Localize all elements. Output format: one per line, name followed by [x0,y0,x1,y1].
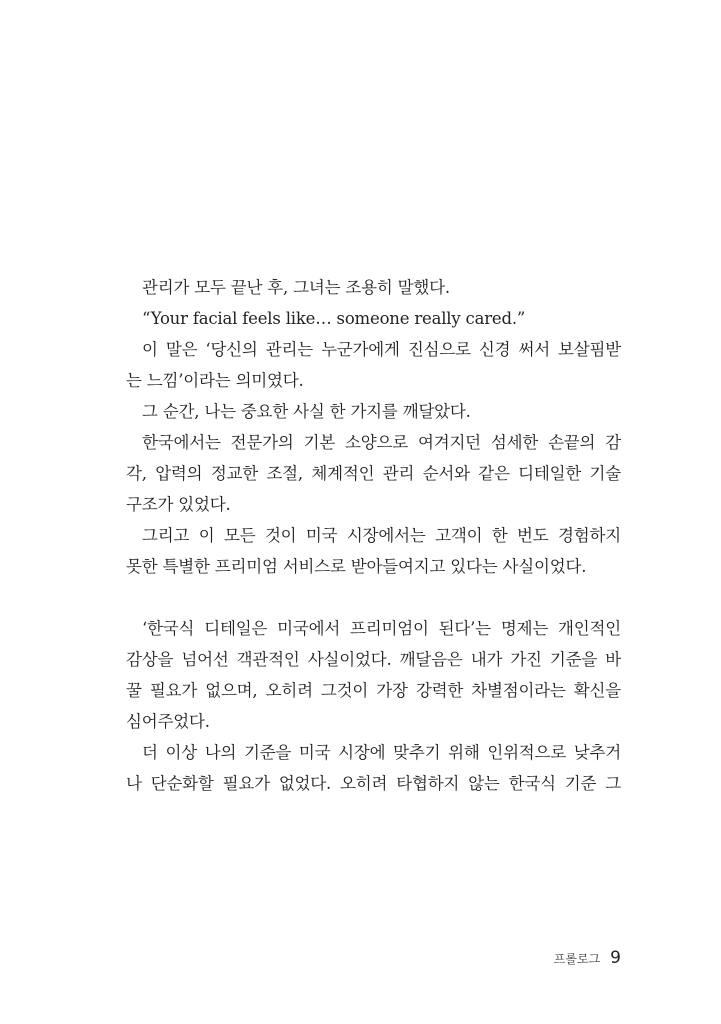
text-line: 더 이상 나의 기준을 미국 시장에 맞추기 위해 인위적으로 낮추거 [142,743,621,762]
page-footer [554,948,621,968]
text-line: 구조가 있었다. [126,495,231,514]
text-line: 못한 특별한 프리미엄 서비스로 받아들여지고 있다는 사실이었다. [126,557,587,576]
text-line: 심어주었다. [126,712,210,731]
page-number: 9 [610,948,621,968]
text-line: ‘한국식 디테일은 미국에서 프리미엄이 된다’는 명제는 개인적인 [142,619,621,638]
text-line: 감상을 넘어선 객관적인 사실이었다. 깨달음은 내가 가진 기준을 바 [126,650,621,669]
text-line: 이 말은 ‘당신의 관리는 누군가에게 진심으로 신경 써서 보살핌받 [142,340,621,359]
text-line: 는 느낌’이라는 의미였다. [126,371,304,390]
text-line: 관리가 모두 끝난 후, 그녀는 조용히 말했다. [142,278,450,297]
text-line: 그리고 이 모든 것이 미국 시장에서는 고객이 한 번도 경험하지 [142,526,621,545]
page-body [126,278,621,805]
section-label: 프롤로그 [553,952,601,966]
text-line: 나 단순화할 필요가 없었다. 오히려 타협하지 않는 한국식 기준 그 [126,774,621,793]
text-line: 꿀 필요가 없으며, 오히려 그것이 가장 강력한 차별점이라는 확신을 [126,681,621,700]
text-line: 한국에서는 전문가의 기본 소양으로 여겨지던 섬세한 손끝의 감 [142,433,621,452]
text-line: 그 순간, 나는 중요한 사실 한 가지를 깨달았다. [142,402,471,421]
text-line: 각, 압력의 정교한 조절, 체계적인 관리 순서와 같은 디테일한 기술 [126,464,621,483]
text-line: “Your facial feels like… someone really cared.” [142,309,526,328]
paragraph-gap [126,588,621,619]
